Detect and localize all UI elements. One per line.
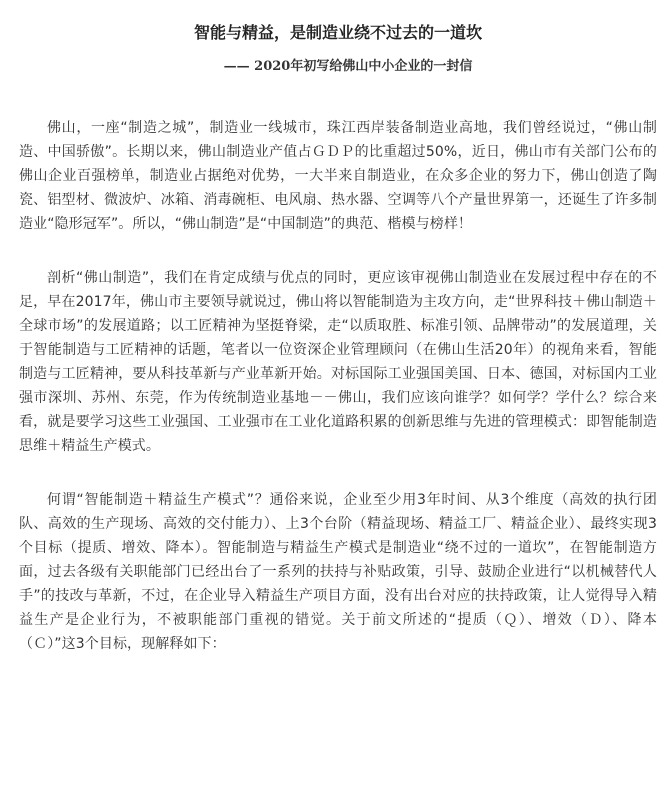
article-subtitle: —— 2020年初写给佛山中小企业的一封信 [223, 59, 473, 74]
article-body [19, 116, 657, 656]
paragraph-2: 剖析“佛山制造”，我们在肯定成绩与优点的同时，更应该审视佛山制造业在发展过程中存在的不足，早在2017年，佛山市主要领导就说过，佛山将以智能制造为主攻方向，走“世界科技＋佛山制造＋全球市场”的发展道路；以工匠精神为坚挺脊梁，走“以质取胜、标准引领、品牌带动”的发展道理，关于智能制造与工匠精神的话题，笔者以一位资深企业管理顾问（在佛山生活20年）的视角来看，智能制造与工匠精神，要从科技革新与产业革新开始。对标国际工业强国美国、日本、德国，对标国内工业强市深圳、苏州、东莞，作为传统制造业基地－－佛山，我们应该向谁学？如何学？学什么？综合来看，就是要学习这些工业强国、工业强市在工业化道路积累的创新思维与先进的管理模式：即智能制造思维＋精益生产模式。 [19, 270, 657, 454]
paragraph-1: 佛山，一座“制造之城”，制造业一线城市，珠江西岸装备制造业高地，我们曾经说过，“佛山制造、中国骄傲”。长期以来，佛山制造业产值占ＧＤＰ的比重超过50%，近日，佛山市有关部门公布的佛山企业百强榜单，制造业占据绝对优势，一大半来自制造业，在众多企业的努力下，佛山创造了陶瓷、铝型材、微波炉、冰箱、消毒碗柜、电风扇、热水器、空调等八个产量世界第一，还诞生了许多制造业“隐形冠军”。所以，“佛山制造”是“中国制造”的典范、楷模与榜样！ [19, 120, 657, 232]
paragraph-3: 何谓“智能制造＋精益生产模式”？通俗来说，企业至少用3年时间、从3个维度（高效的执行团队、高效的生产现场、高效的交付能力）、上3个台阶（精益现场、精益工厂、精益企业）、最终实现3个目标（提质、增效、降本）。智能制造与精益生产模式是制造业“绕不过的一道坎”，在智能制造方面，过去各级有关职能部门已经出台了一系列的扶持与补贴政策，引导、鼓励企业进行“以机械替代人手”的技改与革新，不过，在企业导入精益生产项目方面，没有出台对应的扶持政策，让人觉得导入精益生产是企业行为，不被职能部门重视的错觉。关于前文所述的“提质（Ｑ）、增效（Ｄ）、降本（Ｃ）”这3个目标，现解释如下： [19, 492, 657, 652]
article-title: 智能与精益，是制造业绕不过去的一道坎 [193, 23, 482, 42]
